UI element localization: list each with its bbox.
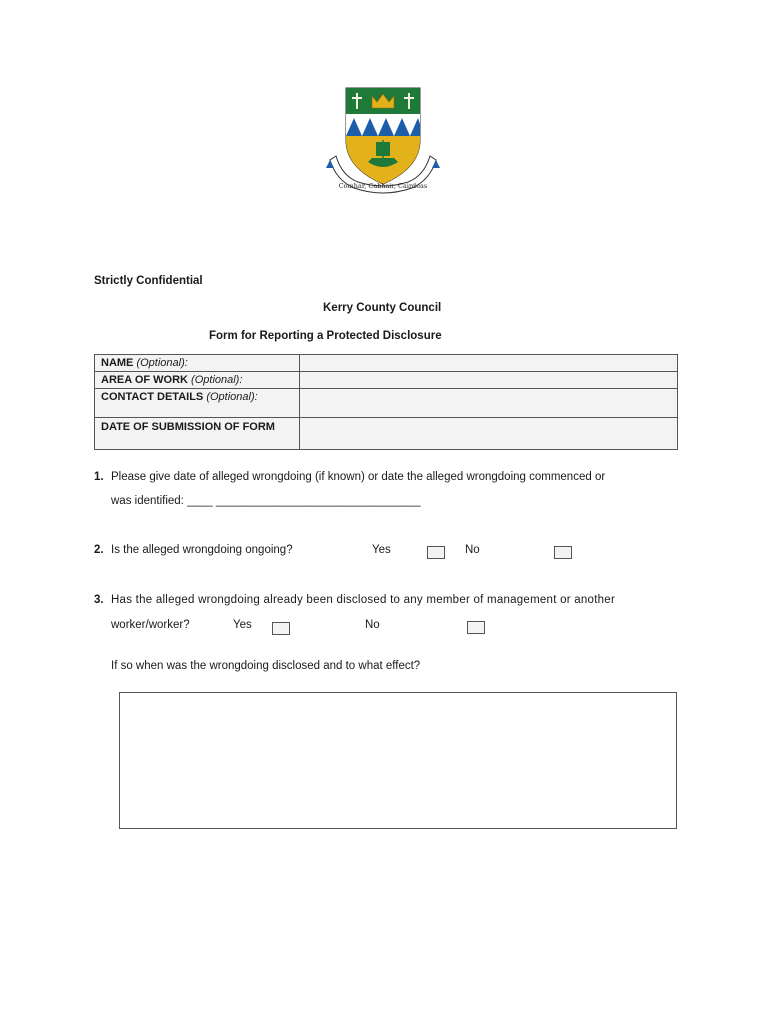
contact-details-field[interactable] xyxy=(300,389,678,418)
question-number: 1. xyxy=(94,471,104,483)
q3-yes-label: Yes xyxy=(233,619,252,631)
followup-question: If so when was the wrongdoing disclosed and to what effect? xyxy=(111,660,421,672)
q2-no-checkbox[interactable] xyxy=(554,546,572,559)
crest-motto: Comhar, Cabhair, Cairdeas xyxy=(338,182,428,190)
kerry-crest-logo xyxy=(324,84,442,202)
personal-details-table xyxy=(94,354,678,450)
q2-yes-checkbox[interactable] xyxy=(427,546,445,559)
date-of-submission-field[interactable] xyxy=(300,418,678,450)
table-row xyxy=(95,355,678,372)
council-name: Kerry County Council xyxy=(323,302,442,314)
q2-yes-label: Yes xyxy=(372,544,391,556)
name-field[interactable] xyxy=(300,355,678,372)
form-title: Form for Reporting a Protected Disclosure xyxy=(209,330,442,342)
question-3-continued: worker/worker? xyxy=(111,619,190,631)
q3-no-label: No xyxy=(365,619,380,631)
question-text: Has the alleged wrongdoing already been disclosed to any member of management or another xyxy=(111,594,616,606)
name-label-cell: NAME (Optional): xyxy=(95,355,300,372)
table-row xyxy=(95,389,678,418)
q3-no-checkbox[interactable] xyxy=(467,621,485,634)
date-label-cell: DATE OF SUBMISSION OF FORM xyxy=(95,418,300,450)
q3-yes-checkbox[interactable] xyxy=(272,622,290,635)
question-text: Please give date of alleged wrongdoing (if known) or date the alleged wrongdoing commenced or xyxy=(111,471,606,483)
question-text: Is the alleged wrongdoing ongoing? xyxy=(111,544,293,556)
disclosure-details-textarea[interactable] xyxy=(119,692,677,829)
area-of-work-field[interactable] xyxy=(300,372,678,389)
table-row xyxy=(95,372,678,389)
question-number: 2. xyxy=(94,544,104,556)
confidential-label: Strictly Confidential xyxy=(94,275,203,287)
contact-label-cell: CONTACT DETAILS (Optional): xyxy=(95,389,300,418)
question-1-date-line[interactable]: was identified: ____ ________________________________ xyxy=(111,495,421,507)
q2-no-label: No xyxy=(465,544,480,556)
area-label-cell: AREA OF WORK (Optional): xyxy=(95,372,300,389)
question-number: 3. xyxy=(94,594,104,606)
table-row xyxy=(95,418,678,450)
